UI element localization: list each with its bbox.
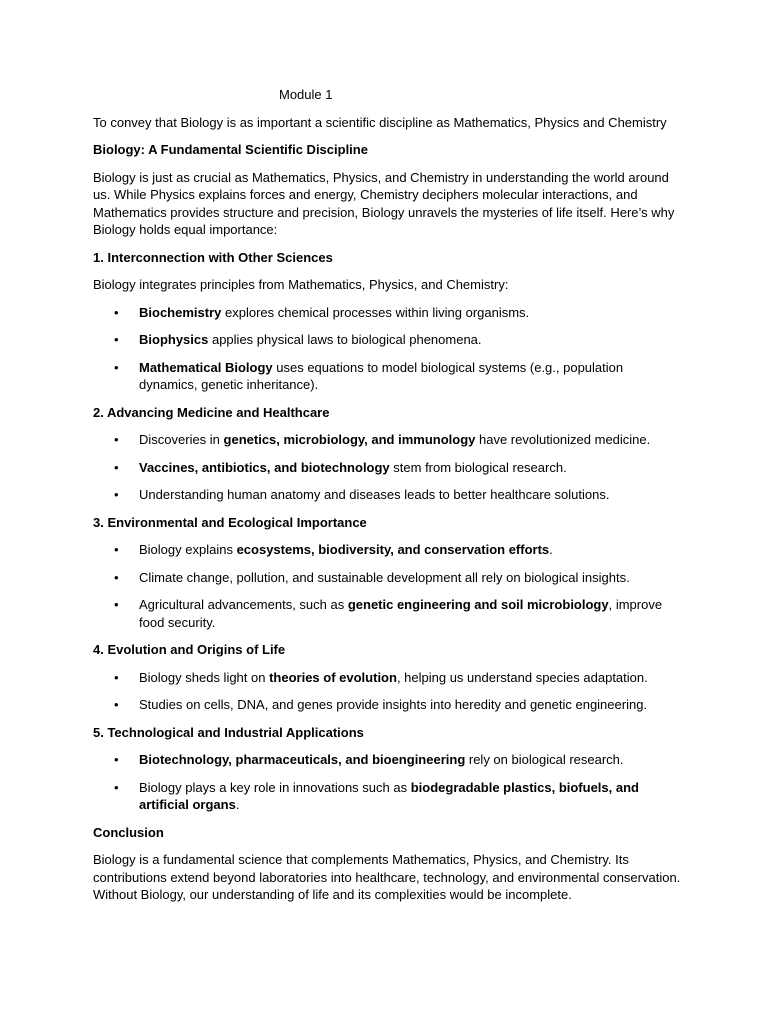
list-item: • Understanding human anatomy and diseases leads to better healthcare solutions. (93, 486, 685, 504)
section-2-list (93, 431, 685, 504)
document-body (93, 86, 685, 914)
main-heading: Biology: A Fundamental Scientific Discipline (93, 142, 368, 157)
list-item: • Biology plays a key role in innovations such as biodegradable plastics, biofuels, and artificial organs. (93, 779, 685, 814)
section-2-heading: 2. Advancing Medicine and Healthcare (93, 404, 330, 420)
section-1-list (93, 304, 685, 394)
list-item: • Biotechnology, pharmaceuticals, and bioengineering rely on biological research. (93, 751, 685, 769)
module-title: Module 1 (279, 87, 333, 102)
list-item: • Discoveries in genetics, microbiology, and immunology have revolutionized medicine. (93, 431, 685, 449)
section-3-heading: 3. Environmental and Ecological Importance (93, 514, 367, 530)
section-5-heading: 5. Technological and Industrial Applications (93, 724, 364, 740)
list-item: • Vaccines, antibiotics, and biotechnology stem from biological research. (93, 459, 685, 477)
section-4-list (93, 669, 685, 714)
list-item: • Studies on cells, DNA, and genes provide insights into heredity and genetic engineering. (93, 696, 685, 714)
section-1-lead: Biology integrates principles from Mathematics, Physics, and Chemistry: (93, 277, 509, 292)
list-item: • Agricultural advancements, such as genetic engineering and soil microbiology, improve food security. (93, 596, 685, 631)
list-item: • Biochemistry explores chemical processes within living organisms. (93, 304, 685, 322)
conclusion-paragraph: Biology is a fundamental science that complements Mathematics, Physics, and Chemistry. Its contributions extend beyond laboratories into healthcare, technology, and environmental conservation. Without Biology, our understanding of life and its complexities would be incomplete. (93, 852, 681, 902)
conclusion-heading: Conclusion (93, 824, 164, 840)
list-item: • Climate change, pollution, and sustainable development all rely on biological insights. (93, 569, 685, 587)
section-4-heading: 4. Evolution and Origins of Life (93, 642, 286, 657)
list-item: • Mathematical Biology uses equations to model biological systems (e.g., population dynamics, genetic inheritance). (93, 359, 685, 394)
intro-paragraph: Biology is just as crucial as Mathematics, Physics, and Chemistry in understanding the world around us. While Physics explains forces and energy, Chemistry deciphers molecular interactions, and Mathematics provides structure and precision, Biology unravels the mysteries of life itself. Here’s why Biology holds equal importance: (93, 169, 675, 237)
section-5-list (93, 751, 685, 814)
list-item: • Biology explains ecosystems, biodiversity, and conservation efforts. (93, 541, 685, 559)
section-3-list (93, 541, 685, 631)
section-1-heading: 1. Interconnection with Other Sciences (93, 249, 333, 265)
list-item: • Biology sheds light on theories of evolution, helping us understand species adaptation. (93, 669, 685, 687)
list-item: • Biophysics applies physical laws to biological phenomena. (93, 331, 685, 349)
objective-text: To convey that Biology is as important a scientific discipline as Mathematics, Physics and Chemistry (93, 114, 667, 130)
